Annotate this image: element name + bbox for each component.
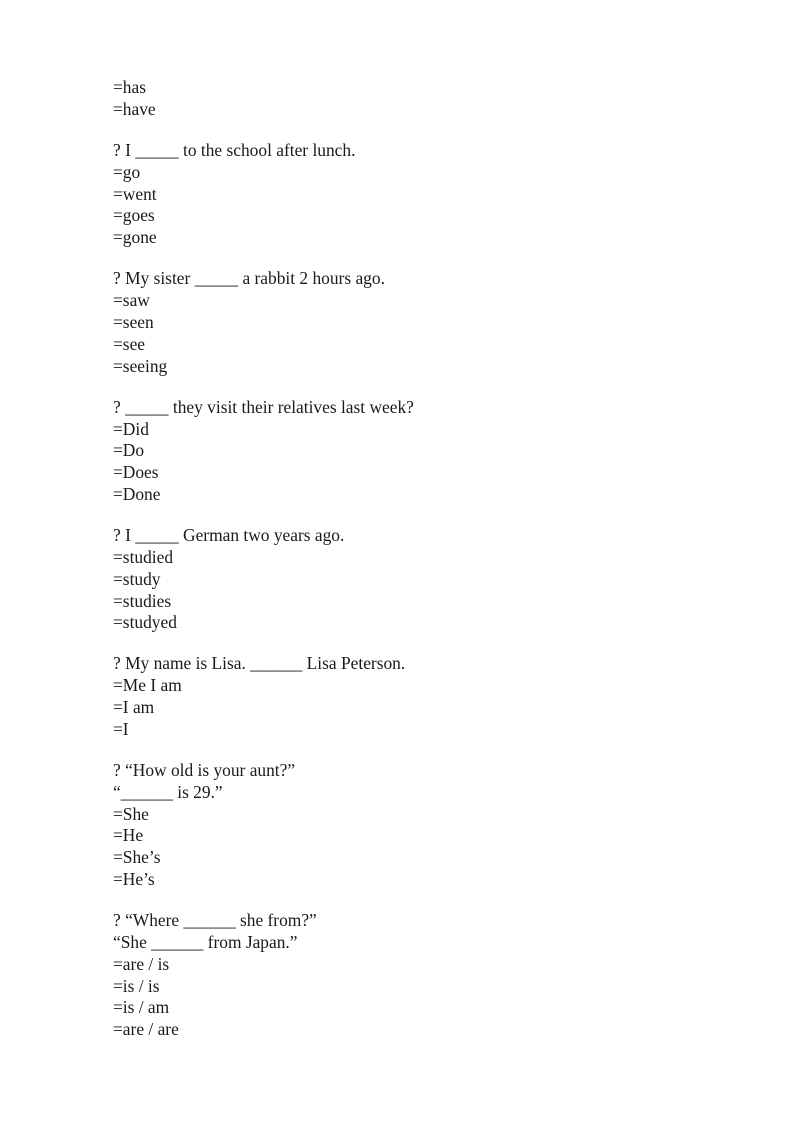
question-prompt: ? My name is Lisa. ______ Lisa Peterson. — [113, 653, 406, 674]
question-prompt-continued: “She ______ from Japan.” — [113, 932, 298, 953]
question-block — [113, 910, 753, 1041]
answer-option: =She’s — [113, 847, 161, 868]
answer-option: =Done — [113, 483, 161, 504]
question-prompt: ? I _____ German two years ago. — [113, 525, 345, 546]
question-block — [113, 397, 753, 506]
quiz-page — [113, 77, 753, 1041]
answer-option: =Do — [113, 440, 145, 461]
answer-option: =studyed — [113, 612, 177, 633]
answer-option: =are / is — [113, 953, 170, 974]
question-prompt: ? “How old is your aunt?” — [113, 760, 296, 781]
answer-option: =I am — [113, 697, 155, 718]
question-block — [113, 760, 753, 891]
answer-option: =Did — [113, 418, 149, 439]
answer-option: =studied — [113, 546, 174, 567]
answer-option: =went — [113, 183, 157, 204]
answer-option: =go — [113, 161, 141, 182]
question-block — [113, 268, 753, 377]
answer-option: =studies — [113, 590, 172, 611]
answer-option: =has — [113, 77, 146, 97]
answer-option: =Me I am — [113, 675, 182, 696]
answer-option: =She — [113, 803, 149, 824]
question-block — [113, 525, 753, 634]
answer-option: =saw — [113, 290, 150, 311]
leading-options — [113, 77, 753, 121]
answer-option: =is / is — [113, 975, 160, 996]
answer-option: =seeing — [113, 355, 168, 376]
question-prompt: ? “Where ______ she from?” — [113, 910, 317, 931]
question-prompt-continued: “______ is 29.” — [113, 781, 223, 802]
answer-option: =study — [113, 568, 161, 589]
answer-option: =gone — [113, 227, 157, 248]
answer-option: =He’s — [113, 869, 155, 890]
answer-option: =I — [113, 718, 129, 739]
answer-option: =have — [113, 98, 156, 119]
question-prompt: ? _____ they visit their relatives last week? — [113, 396, 414, 417]
question-block — [113, 653, 753, 740]
answer-option: =Does — [113, 462, 159, 483]
answer-option: =is / am — [113, 997, 170, 1018]
answer-option: =are / are — [113, 1019, 179, 1040]
answer-option: =He — [113, 825, 144, 846]
question-prompt: ? My sister _____ a rabbit 2 hours ago. — [113, 268, 385, 289]
question-block — [113, 140, 753, 249]
answer-option: =goes — [113, 205, 155, 226]
question-prompt: ? I _____ to the school after lunch. — [113, 139, 356, 160]
answer-option: =see — [113, 333, 146, 354]
answer-option: =seen — [113, 311, 154, 332]
